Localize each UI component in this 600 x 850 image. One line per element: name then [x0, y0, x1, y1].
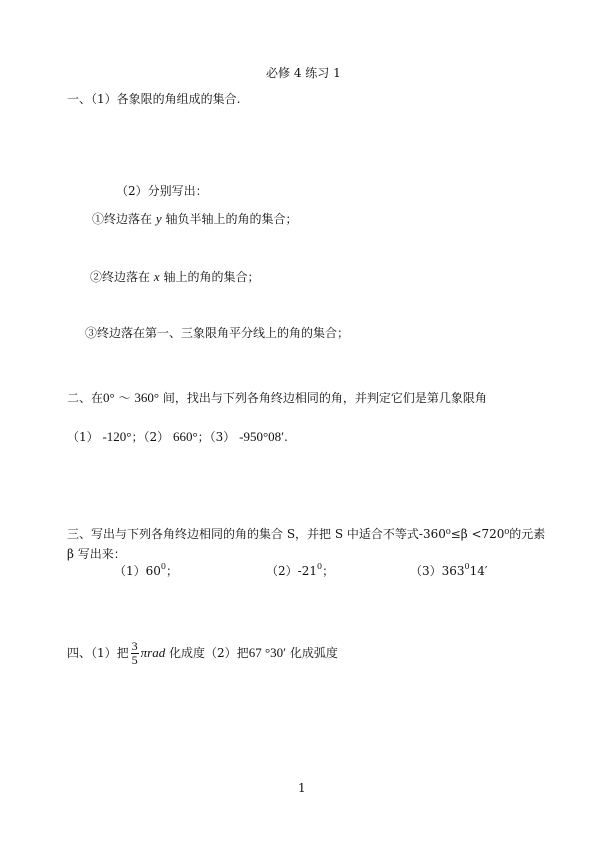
q4-angle: 67 °30′	[248, 645, 286, 660]
q3-b-label: （2）-21	[266, 564, 317, 578]
q1-item2	[90, 268, 259, 285]
q2-range-end: 360°	[134, 390, 160, 405]
q2-range-sep: ～	[118, 391, 131, 405]
q3-c-end: 14′	[469, 564, 488, 578]
q3-item-c	[410, 562, 488, 579]
q2-a-value: -120°	[102, 429, 132, 444]
page-number: 1	[298, 781, 306, 795]
q1-item3: ③终边落在第一、三象限角平分线上的角的集合；	[85, 326, 350, 340]
q3-item-b	[266, 562, 334, 579]
q1-item2-prefix: ②终边落在	[90, 270, 151, 284]
q1-item1	[92, 210, 297, 227]
q1-item2-var: x	[153, 269, 160, 284]
q2-c-value: -950°08′	[239, 429, 285, 444]
q4-fraction	[131, 640, 139, 667]
page-title: 必修 4 练习 1	[266, 66, 341, 80]
q2-prefix: 二、在	[67, 391, 104, 405]
q4-pirad: πrad	[140, 645, 166, 660]
q2-a-label: （1）	[67, 430, 99, 444]
q1-item2-suffix: 轴上的角的集合；	[163, 270, 260, 284]
q2-b-label: ；（2）	[131, 430, 170, 444]
q1-item1-var: y	[155, 211, 162, 226]
q1-part1: 一、（1）各象限的角组成的集合.	[67, 92, 241, 106]
q2-range-start: 0°	[103, 390, 115, 405]
q4-prefix: 四、（1）把	[67, 646, 129, 660]
q4-mid: 化成度（2）把	[169, 646, 249, 660]
q3-a-end: ；	[166, 564, 179, 578]
q4-fraction-den: 5	[131, 653, 138, 667]
q3-a-sup: 0	[160, 562, 166, 571]
q2-b-value: 660°	[172, 429, 198, 444]
q2-stem	[67, 389, 487, 406]
q3-c-sup: 0	[464, 562, 470, 571]
q3-b-end: ；	[322, 564, 335, 578]
q4-fraction-num: 3	[131, 639, 138, 653]
q3-item-a	[114, 562, 178, 579]
q1-item1-suffix: 轴负半轴上的角的集合；	[165, 212, 298, 226]
q4-stem	[67, 640, 338, 667]
q2-suffix: 间，找出与下列各角终边相同的角，并判定它们是第几象限角	[162, 391, 487, 405]
q2-end: .	[284, 430, 288, 444]
q3-line2: β 写出来：	[67, 547, 126, 561]
q1-item1-prefix: ①终边落在	[92, 212, 153, 226]
q3-a-label: （1）60	[114, 564, 161, 578]
q3-c-label: （3）363	[410, 564, 465, 578]
q3-b-sup: 0	[316, 562, 323, 571]
q3-line1: 三、写出与下列各角终边相同的角的集合 S，并把 S 中适合不等式-360⁰≤β <720⁰的元素	[67, 527, 546, 541]
q2-items	[67, 428, 288, 445]
q4-end: 化成弧度	[289, 646, 338, 660]
q1-part2: （2）分别写出：	[116, 184, 208, 198]
q2-c-label: ；（3）	[197, 430, 236, 444]
